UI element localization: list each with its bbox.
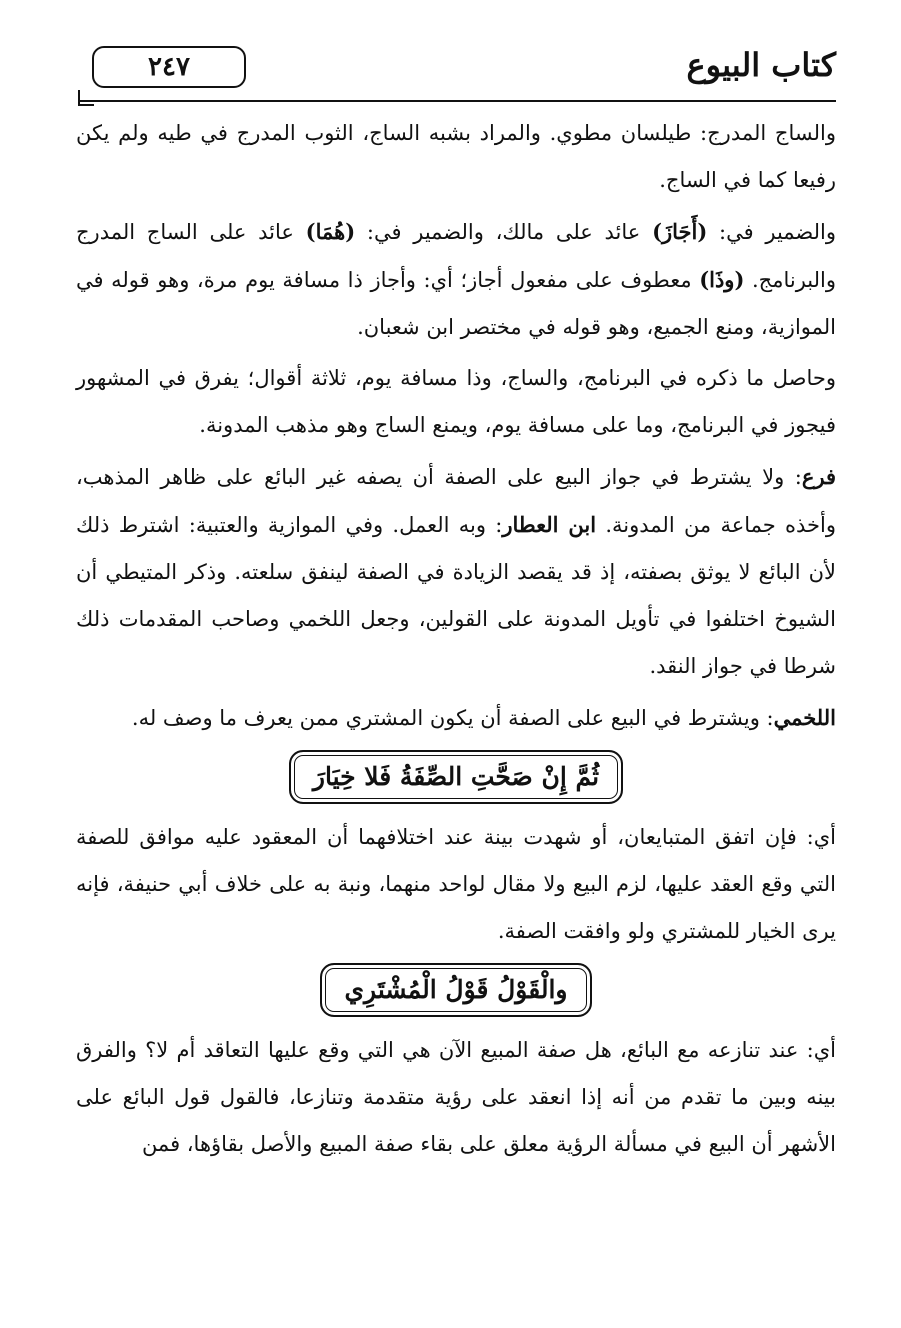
page-body	[76, 110, 836, 1172]
scholar-name: اللخمي	[773, 705, 836, 730]
chapter-title: كتاب البيوع	[686, 46, 836, 84]
text-run: : وبه العمل. وفي الموازية والعتبية: اشترط ذلك لأن البائع لا يوثق بصفته، إذ قد يقصد الزيادة في الصفة لينفق سلعته. وذكر المتيطي أن الشيوخ اختلفوا في تأويل المدونة على القولين، وجعل اللخمي وصاحب المقدمات ذلك شرطا في جواز النقد.	[76, 513, 836, 678]
matn-container-1	[76, 750, 836, 804]
text-run: : ولا يشترط في جواز البيع على الصفة أن يصفه غير البائع على ظاهر المذهب، وأخذه جماعة من المدونة.	[76, 465, 837, 537]
quoted-term: (وذَا)	[699, 267, 745, 292]
scholar-name: ابن العطار	[502, 512, 597, 537]
text-run: والضمير في:	[707, 220, 836, 244]
paragraph-2	[76, 208, 836, 351]
page-number: ٢٤٧	[92, 46, 246, 88]
paragraph-5	[76, 694, 836, 742]
matn-box-2: والْقَوْلُ قَوْلُ الْمُشْتَرِي	[320, 963, 591, 1017]
matn-box-1: ثُمَّ إِنْ صَحَّتِ الصِّفَةُ فَلا خِيَارَ	[289, 750, 623, 804]
paragraph-6: أي: فإن اتفق المتبايعان، أو شهدت بينة عند اختلافهما أن المعقود عليه موافق للصفة التي وقع العقد عليها، لزم البيع ولا مقال لواحد منهما، ونبة به على خلاف أبي حنيفة، فإنه يرى الخيار للمشتري ولو وافقت الصفة.	[76, 825, 836, 943]
quoted-term: (هُمَا)	[305, 219, 356, 244]
paragraph-3: وحاصل ما ذكره في البرنامج، والساج، وذا مسافة يوم، ثلاثة أقوال؛ يفرق في المشهور فيجوز في البرنامج، وما على مسافة يوم، ويمنع الساج وهو مذهب المدونة.	[76, 366, 836, 437]
text-run: عائد على مالك، والضمير في:	[355, 220, 653, 244]
section-label: فرع	[801, 464, 836, 489]
text-run: عائد على الساج المدرج والبرنامج.	[76, 220, 837, 292]
paragraph-4	[76, 453, 836, 690]
header-ornament	[78, 90, 94, 106]
text-run: : ويشترط في البيع على الصفة أن يكون المشتري ممن يعرف ما وصف له.	[131, 706, 774, 730]
paragraph-1: والساج المدرج: طيلسان مطوي. والمراد بشبه الساج، الثوب المدرج في طيه ولم يكن رفيعا كما في الساج.	[76, 121, 836, 192]
quoted-term: (أَجَازَ)	[652, 219, 708, 244]
page-header	[78, 40, 836, 102]
paragraph-7: أي: عند تنازعه مع البائع، هل صفة المبيع الآن هي التي وقع عليها التعاقد أم لا؟ والفرق بينه وبين ما تقدم من أنه إذا انعقد على رؤية متقدمة وتنازعا، فالقول قول البائع على الأشهر أن البيع في مسألة الرؤية معلق على بقاء صفة المبيع والأصل بقاؤها، فمن	[76, 1038, 836, 1156]
matn-container-2	[76, 963, 836, 1017]
text-run: معطوف على مفعول أجاز؛ أي: وأجاز ذا مسافة يوم مرة، وهو قوله في الموازية، ومنع الجميع، وهو قوله في مختصر ابن شعبان.	[76, 268, 836, 339]
